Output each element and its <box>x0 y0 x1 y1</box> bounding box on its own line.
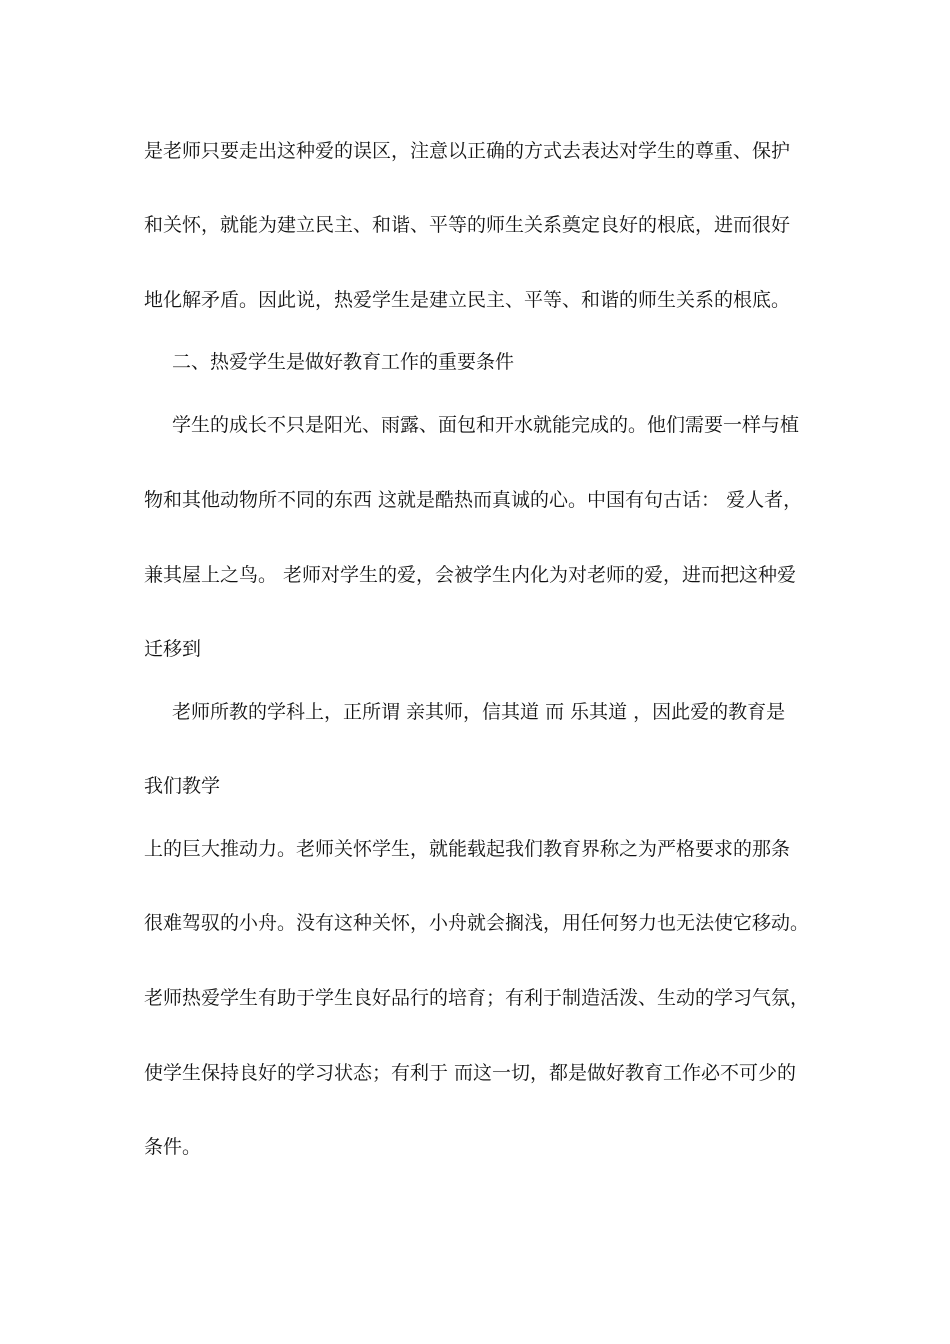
section-heading: 二、热爱学生是做好教育工作的重要条件 <box>172 351 515 373</box>
paragraph-line: 兼其屋上之鸟。 老师对学生的爱，会被学生内化为对老师的爱，进而把这种爱 <box>144 564 797 586</box>
paragraph-line: 使学生保持良好的学习状态；有利于 而这一切，都是做好教育工作必不可少的 <box>144 1062 797 1084</box>
paragraph-line: 我们教学 <box>144 775 221 797</box>
paragraph-line: 和关怀，就能为建立民主、和谐、平等的师生关系奠定良好的根底，进而很好 <box>144 214 791 236</box>
paragraph-line: 迁移到 <box>144 638 202 660</box>
paragraph-line: 是老师只要走出这种爱的误区，注意以正确的方式去表达对学生的尊重、保护 <box>144 140 791 162</box>
paragraph-line: 条件。 <box>144 1136 202 1158</box>
paragraph-line: 学生的成长不只是阳光、雨露、面包和开水就能完成的。他们需要一样与植 <box>172 414 800 436</box>
paragraph-line: 很难驾驭的小舟。没有这种关怀，小舟就会搁浅，用任何努力也无法使它移动。 <box>144 912 810 934</box>
paragraph-line: 上的巨大推动力。老师关怀学生，就能载起我们教育界称之为严格要求的那条 <box>144 838 791 860</box>
paragraph-line: 老师热爱学生有助于学生良好品行的培育；有利于制造活泼、生动的学习气氛， <box>144 987 810 1009</box>
paragraph-line: 物和其他动物所不同的东西 这就是酷热而真诚的心。中国有句古话： 爱人者， <box>144 489 803 511</box>
paragraph-line: 老师所教的学科上，正所谓 亲其师，信其道 而 乐其道 ，因此爱的教育是 <box>172 701 786 723</box>
paragraph-line: 地化解矛盾。因此说，热爱学生是建立民主、平等、和谐的师生关系的根底。 <box>144 289 791 311</box>
